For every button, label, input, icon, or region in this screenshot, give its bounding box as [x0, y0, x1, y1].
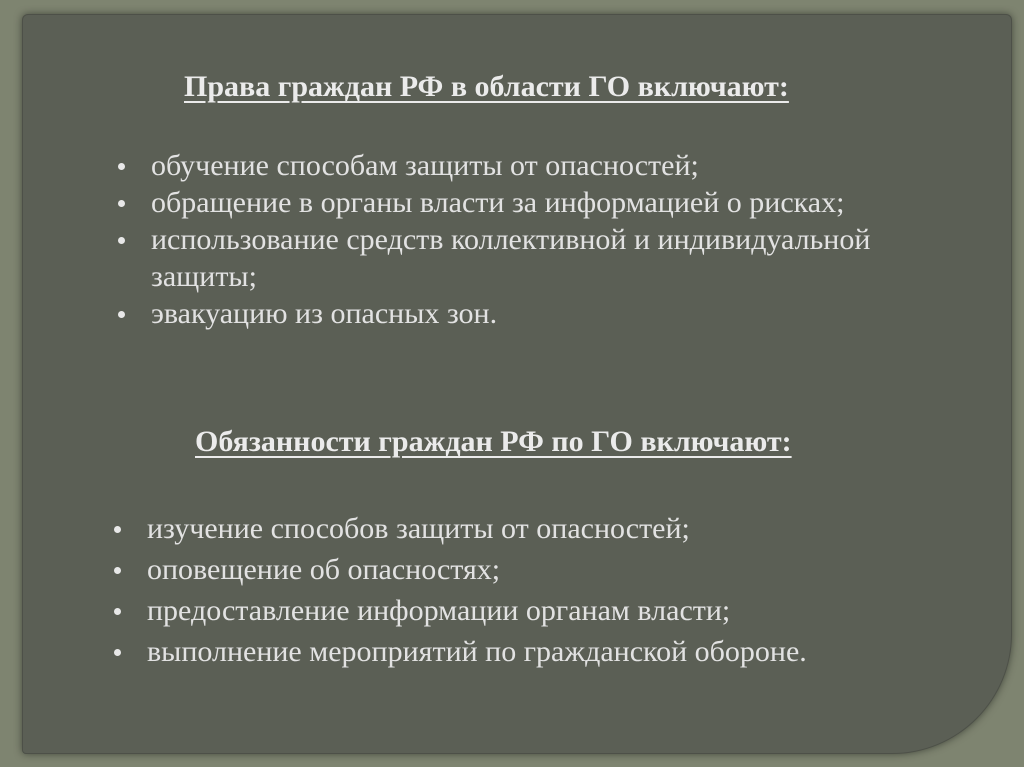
list-item-text: оповещение об опасностях;: [147, 553, 501, 586]
list-item-text: использование средств коллективной и индивидуальной защиты;: [151, 223, 871, 293]
bullet-icon: [114, 567, 121, 574]
bullet-icon: [114, 649, 121, 656]
list-item: [118, 184, 908, 221]
list-item-text: эвакуацию из опасных зон.: [151, 297, 498, 330]
list-item-text: обращение в органы власти за информацией о рисках;: [151, 186, 845, 219]
list-item-text: обучение способам защиты от опасностей;: [151, 149, 699, 182]
list-item: [118, 221, 908, 295]
duties-heading: Обязанности граждан РФ по ГО включают:: [195, 425, 792, 458]
list-item: [114, 631, 994, 672]
list-item: [114, 549, 994, 590]
duties-list: [114, 508, 994, 672]
list-item: [118, 147, 908, 184]
bullet-icon: [114, 608, 121, 615]
list-item: [114, 590, 994, 631]
list-item-text: выполнение мероприятий по гражданской обороне.: [147, 635, 807, 668]
list-item: [114, 508, 994, 549]
bullet-icon: [118, 237, 125, 244]
bullet-icon: [114, 526, 121, 533]
bullet-icon: [118, 163, 125, 170]
slide-panel: [22, 14, 1012, 754]
bullet-icon: [118, 200, 125, 207]
bullet-icon: [118, 311, 125, 318]
rights-heading: Права граждан РФ в области ГО включают:: [184, 70, 789, 103]
list-item: [118, 295, 908, 332]
list-item-text: предоставление информации органам власти;: [147, 594, 731, 627]
rights-list: [118, 147, 908, 332]
list-item-text: изучение способов защиты от опасностей;: [147, 512, 690, 545]
